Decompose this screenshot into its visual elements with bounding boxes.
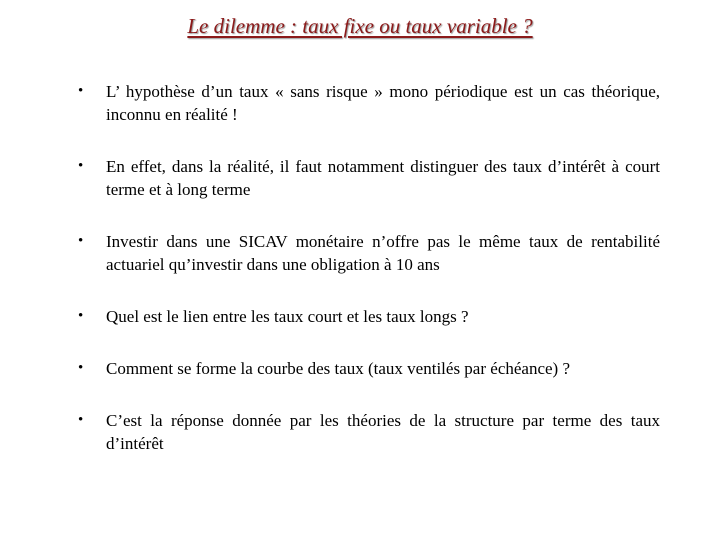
bullet-item: [78, 80, 660, 126]
bullet-text: Investir dans une SICAV monétaire n’offre pas le même taux de rentabilité actuariel qu’investir dans une obligation à 10 ans: [106, 232, 660, 274]
bullet-icon: •: [78, 233, 84, 249]
bullet-icon: •: [78, 360, 84, 376]
bullet-icon: •: [78, 308, 84, 324]
bullet-icon: •: [78, 83, 84, 99]
bullet-text: L’ hypothèse d’un taux « sans risque » mono périodique est un cas théorique, inconnu en réalité !: [106, 82, 660, 124]
bullet-item: [78, 305, 660, 328]
bullet-text: En effet, dans la réalité, il faut notamment distinguer des taux d’intérêt à court terme et à long terme: [106, 157, 660, 199]
bullet-icon: •: [78, 412, 84, 428]
bullet-item: [78, 409, 660, 455]
bullet-item: [78, 230, 660, 276]
bullet-text: C’est la réponse donnée par les théories de la structure par terme des taux d’intérêt: [106, 411, 660, 453]
bullet-item: [78, 357, 660, 380]
bullet-list: [78, 80, 660, 484]
bullet-item: [78, 155, 660, 201]
bullet-text: Comment se forme la courbe des taux (taux ventilés par échéance) ?: [106, 359, 570, 378]
slide-title: Le dilemme : taux fixe ou taux variable ?: [187, 14, 533, 38]
bullet-icon: •: [78, 158, 84, 174]
bullet-text: Quel est le lien entre les taux court et les taux longs ?: [106, 307, 469, 326]
